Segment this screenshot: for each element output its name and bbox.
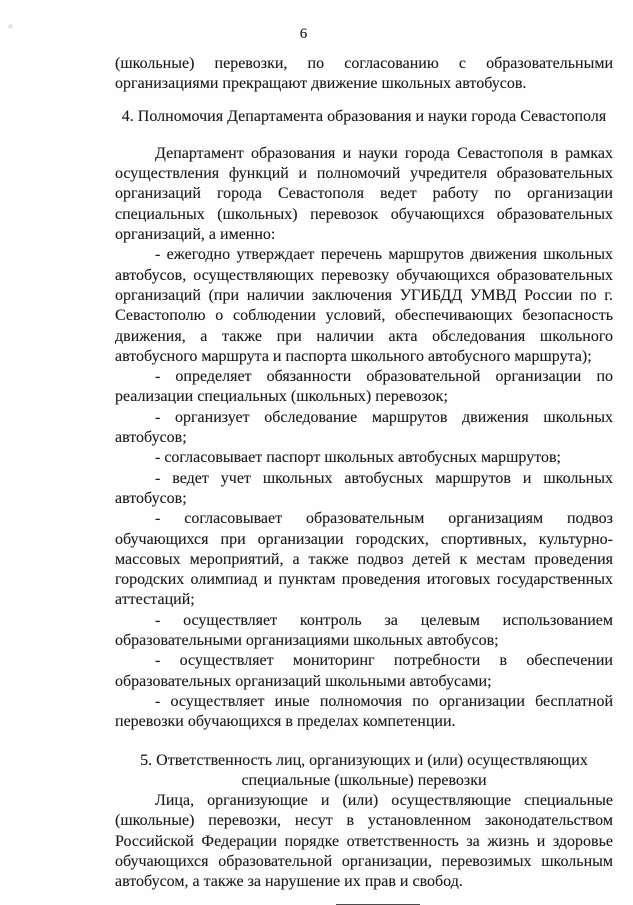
list-item: - определяет обязанности образовательной организации по реализации специальных (школьных) перевозок;	[115, 368, 613, 406]
section-4-lead: Департамент образования и науки города Севастополя в рамках осуществления функций и полномочий учредителя образовательных организаций города Севастополя ведет работу по организации специальных (школьных) перевозок обучающихся образовательных организаций, а именно:	[115, 144, 613, 244]
list-item: - организует обследование маршрутов движения школьных автобусов;	[115, 408, 613, 447]
page-number: 6	[299, 26, 308, 42]
list-item: - согласовывает паспорт школьных автобусных маршрутов;	[155, 449, 561, 467]
list-item: - осуществляет иные полномочия по организации бесплатной перевозки обучающихся в пределах компетенции.	[115, 692, 613, 731]
list-item: - ежегодно утверждает перечень маршрутов движения школьных автобусов, осуществляющих перевозку обучающихся образовательных организаций (при наличии заключения УГИБДД УМВД России по г. Севастополю о соблюдении условий, обеспечивающих безопасность движения, а также при наличии акта обследования школьного автобусного маршрута и паспорта школьного автобусного маршрута);	[115, 246, 613, 365]
paragraph-continuation: (школьные) перевозки, по согласованию с образовательными организациями прекращают движение школьных автобусов.	[115, 55, 613, 93]
section-5-body: Лица, организующие и (или) осуществляющие специальные (школьные) перевозки, несут в установленном законодательством Российской Федерации порядке ответственность за жизнь и здоровье обучающихся образовательной организации, перевозимых школьным автобусом, а также за нарушение их прав и свобод.	[115, 792, 613, 891]
list-item: - согласовывает образовательным организациям подвоз обучающихся при организации городских, спортивных, культурно-массовых мероприятий, а также подвоз детей к местам проведения городских олимпиад и пунктам проведения итоговых государственных аттестаций;	[115, 510, 613, 609]
document-body	[115, 54, 613, 905]
section-4-heading: 4. Полномочия Департамента образования и науки города Севастополя	[121, 107, 607, 125]
list-item: - осуществляет мониторинг потребности в обеспечении образовательных организаций школьными автобусами;	[115, 652, 613, 690]
section-5-heading-line-2: специальные (школьные) перевозки	[241, 771, 487, 789]
list-item: - осуществляет контроль за целевым использованием образовательными организациями школьных автобусов;	[115, 611, 613, 650]
section-5-heading-line-1: 5. Ответственность лиц, организующих и (или) осуществляющих	[140, 751, 588, 769]
list-item: - ведет учет школьных автобусных маршрутов и школьных автобусов;	[115, 469, 613, 507]
